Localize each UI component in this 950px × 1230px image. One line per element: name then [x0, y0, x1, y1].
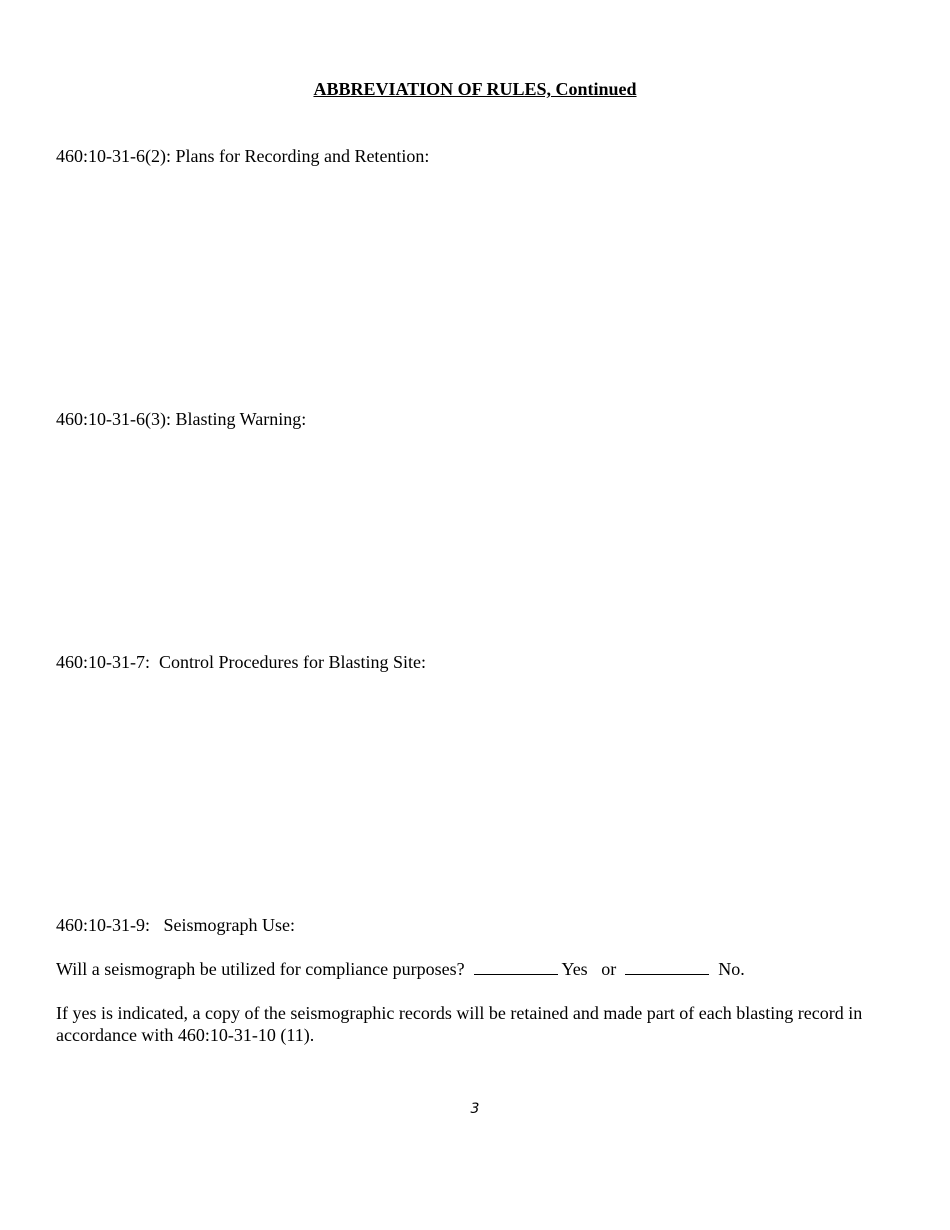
seismograph-question — [56, 958, 745, 980]
yes-label: Yes — [561, 959, 588, 979]
no-label: No. — [718, 959, 745, 979]
no-answer-blank[interactable] — [625, 959, 709, 975]
section-control-procedures: 460:10-31-7: Control Procedures for Blasting Site: — [56, 652, 426, 672]
seismograph-note: If yes is indicated, a copy of the seismographic records will be retained and made part of each blasting record in accordance with 460:10-31-10 (11). — [56, 1003, 863, 1045]
question-text: Will a seismograph be utilized for compliance purposes? — [56, 959, 465, 979]
section-blasting-warning: 460:10-31-6(3): Blasting Warning: — [56, 409, 307, 429]
page-title: ABBREVIATION OF RULES, Continued — [313, 79, 637, 99]
section-seismograph-use: 460:10-31-9: Seismograph Use: — [56, 915, 295, 935]
section-plans-recording-retention: 460:10-31-6(2): Plans for Recording and Retention: — [56, 146, 430, 166]
yes-answer-blank[interactable] — [474, 959, 558, 975]
or-label: or — [601, 959, 617, 979]
page-number: 3 — [470, 1101, 480, 1117]
